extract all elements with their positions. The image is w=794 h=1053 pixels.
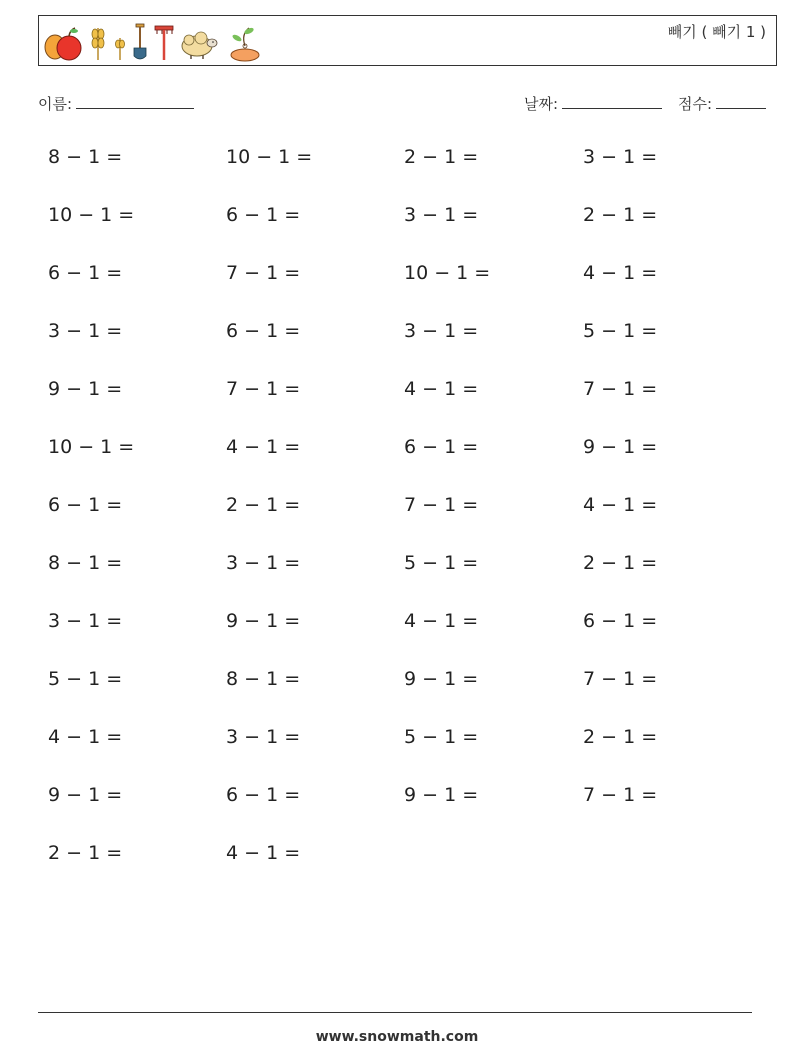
problem-item: 4 − 1 =	[404, 610, 479, 632]
problem-item: 5 − 1 =	[404, 726, 479, 748]
problem-item: 9 − 1 =	[404, 668, 479, 690]
problem-item: 3 − 1 =	[583, 146, 658, 168]
problem-item: 3 − 1 =	[48, 320, 123, 342]
problem-item: 2 − 1 =	[404, 146, 479, 168]
problem-item: 2 − 1 =	[48, 842, 123, 864]
score-field	[678, 93, 766, 114]
problem-item: 6 − 1 =	[48, 262, 123, 284]
problem-item: 6 − 1 =	[583, 610, 658, 632]
problem-item: 10 − 1 =	[48, 204, 135, 226]
problem-item: 9 − 1 =	[583, 436, 658, 458]
problem-item: 9 − 1 =	[48, 784, 123, 806]
problem-item: 7 − 1 =	[226, 378, 301, 400]
problem-item: 10 − 1 =	[48, 436, 135, 458]
footer-url: www.snowmath.com	[315, 1029, 479, 1045]
score-blank[interactable]	[716, 94, 766, 109]
problem-item: 3 − 1 =	[404, 204, 479, 226]
header-icons	[43, 20, 263, 64]
problem-item: 4 − 1 =	[404, 378, 479, 400]
date-blank[interactable]	[562, 94, 662, 109]
problem-item: 6 − 1 =	[226, 784, 301, 806]
peach-icon	[223, 22, 263, 62]
date-field	[524, 93, 662, 114]
problem-item: 9 − 1 =	[226, 610, 301, 632]
problem-item: 8 − 1 =	[48, 146, 123, 168]
problem-item: 10 − 1 =	[404, 262, 491, 284]
problem-item: 4 − 1 =	[226, 842, 301, 864]
problem-item: 7 − 1 =	[583, 784, 658, 806]
problem-item: 10 − 1 =	[226, 146, 313, 168]
problem-item: 7 − 1 =	[226, 262, 301, 284]
name-label: 이름:	[38, 95, 73, 113]
pear-apple-icon	[43, 22, 83, 62]
worksheet-title: 빼기 ( 빼기 1 )	[667, 23, 766, 41]
wheat-small-icon	[113, 22, 127, 62]
problem-item: 2 − 1 =	[226, 494, 301, 516]
problem-item: 6 − 1 =	[48, 494, 123, 516]
problem-item: 6 − 1 =	[404, 436, 479, 458]
problem-item: 8 − 1 =	[48, 552, 123, 574]
shovel-icon	[131, 22, 149, 62]
problem-item: 3 − 1 =	[404, 320, 479, 342]
name-field	[38, 93, 194, 114]
problem-item: 7 − 1 =	[404, 494, 479, 516]
problem-item: 3 − 1 =	[226, 726, 301, 748]
footer-divider	[38, 1012, 752, 1013]
problem-item: 4 − 1 =	[583, 262, 658, 284]
problem-item: 5 − 1 =	[583, 320, 658, 342]
problem-item: 4 − 1 =	[48, 726, 123, 748]
problem-item: 3 − 1 =	[48, 610, 123, 632]
rake-icon	[153, 22, 175, 62]
problem-item: 9 − 1 =	[48, 378, 123, 400]
problem-item: 6 − 1 =	[226, 204, 301, 226]
problem-item: 8 − 1 =	[226, 668, 301, 690]
problem-item: 9 − 1 =	[404, 784, 479, 806]
date-label: 날짜:	[524, 95, 559, 113]
problem-item: 4 − 1 =	[583, 494, 658, 516]
problem-item: 2 − 1 =	[583, 204, 658, 226]
sheep-icon	[179, 22, 219, 62]
wheat-icon	[87, 22, 109, 62]
problem-item: 2 − 1 =	[583, 552, 658, 574]
problem-item: 2 − 1 =	[583, 726, 658, 748]
problem-item: 3 − 1 =	[226, 552, 301, 574]
problem-item: 5 − 1 =	[48, 668, 123, 690]
problem-item: 4 − 1 =	[226, 436, 301, 458]
problem-item: 7 − 1 =	[583, 378, 658, 400]
score-label: 점수:	[678, 95, 713, 113]
problem-item: 7 − 1 =	[583, 668, 658, 690]
problem-item: 5 − 1 =	[404, 552, 479, 574]
problem-item: 6 − 1 =	[226, 320, 301, 342]
name-blank[interactable]	[76, 94, 194, 109]
worksheet-header	[38, 15, 777, 66]
